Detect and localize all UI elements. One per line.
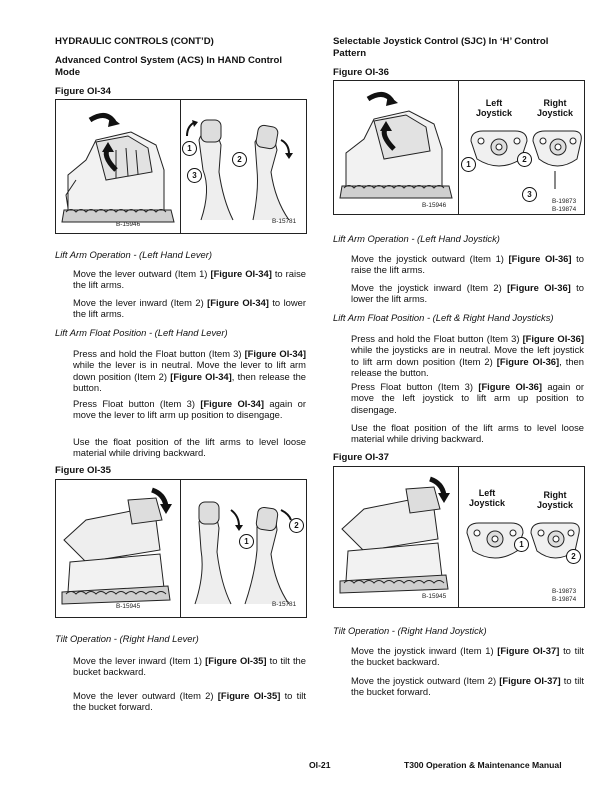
left-joystick-label: Left Joystick: [475, 98, 513, 119]
figure-oi-36: [333, 80, 585, 215]
paragraph: Move the lever outward (Item 1) [Figure OI-34] to raise the lift arms.: [73, 268, 306, 291]
loader-illustration: [56, 100, 180, 233]
callout-1: 1: [514, 537, 529, 552]
callout-3: 3: [522, 187, 537, 202]
paragraph: Move the lever inward (Item 1) [Figure OI-35] to tilt the bucket backward.: [73, 655, 306, 678]
image-code: B-19874: [552, 206, 577, 213]
tilt-heading: Tilt Operation - (Right Hand Joystick): [333, 625, 487, 636]
paragraph: Use the float position of the lift arms to level loose material while driving backward.: [351, 422, 584, 445]
manual-title: T300 Operation & Maintenance Manual: [404, 760, 562, 770]
paragraph: Press Float button (Item 3) [Figure OI-34] again or move the lever to lift arm up position to disengage.: [73, 398, 307, 421]
callout-1: 1: [239, 534, 254, 549]
paragraph: Move the lever inward (Item 2) [Figure OI-34] to lower the lift arms.: [73, 297, 306, 320]
image-code: B-15946: [422, 202, 447, 209]
callout-2: 2: [566, 549, 581, 564]
float-heading: Lift Arm Float Position - (Left & Right Hand Joysticks): [333, 312, 554, 323]
loader-illustration: [56, 480, 180, 617]
right-joystick-label: Right Joystick: [536, 98, 574, 119]
callout-3: 3: [187, 168, 202, 183]
figure-oi-37-label: Figure OI-37: [333, 452, 389, 463]
image-code: B-15945: [422, 593, 447, 600]
figure-oi-35: [55, 479, 307, 618]
joystick-illustration: [459, 81, 583, 214]
paragraph: Move the lever outward (Item 2) [Figure OI-35] to tilt the bucket forward.: [73, 690, 306, 713]
lever-illustration: [181, 100, 305, 233]
callout-1: 1: [182, 141, 197, 156]
callout-2: 2: [517, 152, 532, 167]
callout-2: 2: [289, 518, 304, 533]
paragraph: Move the joystick inward (Item 2) [Figure OI-36] to lower the lift arms.: [351, 282, 584, 305]
image-code: B-19873: [552, 198, 577, 205]
loader-illustration: [334, 467, 458, 607]
image-code: B-15946: [116, 221, 141, 228]
image-code: B-19874: [552, 596, 577, 603]
left-joystick-label: Left Joystick: [468, 488, 506, 509]
image-code: B-15781: [272, 218, 297, 225]
paragraph: Press and hold the Float button (Item 3) [Figure OI-34] while the lever is in neutral. Move the lever to lift arm down position (Item 2) [Figure OI-34], then release the button.: [73, 348, 306, 393]
tilt-heading: Tilt Operation - (Right Hand Lever): [55, 633, 199, 644]
figure-oi-35-label: Figure OI-35: [55, 465, 111, 476]
lift-arm-heading: Lift Arm Operation - (Left Hand Lever): [55, 249, 213, 260]
paragraph: Use the float position of the lift arms to level loose material while driving backward.: [73, 436, 306, 459]
image-code: B-15945: [116, 603, 141, 610]
callout-1: 1: [461, 157, 476, 172]
paragraph: Move the joystick outward (Item 2) [Figure OI-37] to tilt the bucket forward.: [351, 675, 584, 698]
figure-oi-34-label: Figure OI-34: [55, 86, 111, 97]
lift-arm-heading: Lift Arm Operation - (Left Hand Joystick): [333, 233, 500, 244]
sjc-subtitle: Selectable Joystick Control (SJC) In ‘H’ Control Pattern: [333, 36, 549, 59]
callout-2: 2: [232, 152, 247, 167]
image-code: B-19873: [552, 588, 577, 595]
acs-subtitle: Advanced Control System (ACS) In HAND Control Mode: [55, 55, 283, 78]
image-code: B-15781: [272, 601, 297, 608]
float-heading: Lift Arm Float Position - (Left Hand Lever): [55, 327, 228, 338]
right-joystick-label: Right Joystick: [536, 490, 574, 511]
paragraph: Press Float button (Item 3) [Figure OI-36] again or move the left joystick to lift arm up position to disengage.: [351, 381, 585, 415]
figure-oi-34: [55, 99, 307, 234]
loader-illustration: [334, 81, 458, 214]
section-title: HYDRAULIC CONTROLS (CONT’D): [55, 36, 214, 47]
paragraph: Move the joystick inward (Item 1) [Figure OI-37] to tilt the bucket backward.: [351, 645, 584, 668]
paragraph: Press and hold the Float button (Item 3) [Figure OI-36] while the joysticks are in neutral. Move the left joystick to lift arm down position (Item 2) [Figure OI-36], then release the button.: [351, 333, 584, 378]
figure-oi-36-label: Figure OI-36: [333, 67, 389, 78]
paragraph: Move the joystick outward (Item 1) [Figure OI-36] to raise the lift arms.: [351, 253, 584, 276]
page-number: OI-21: [309, 760, 331, 770]
figure-oi-37: [333, 466, 585, 608]
